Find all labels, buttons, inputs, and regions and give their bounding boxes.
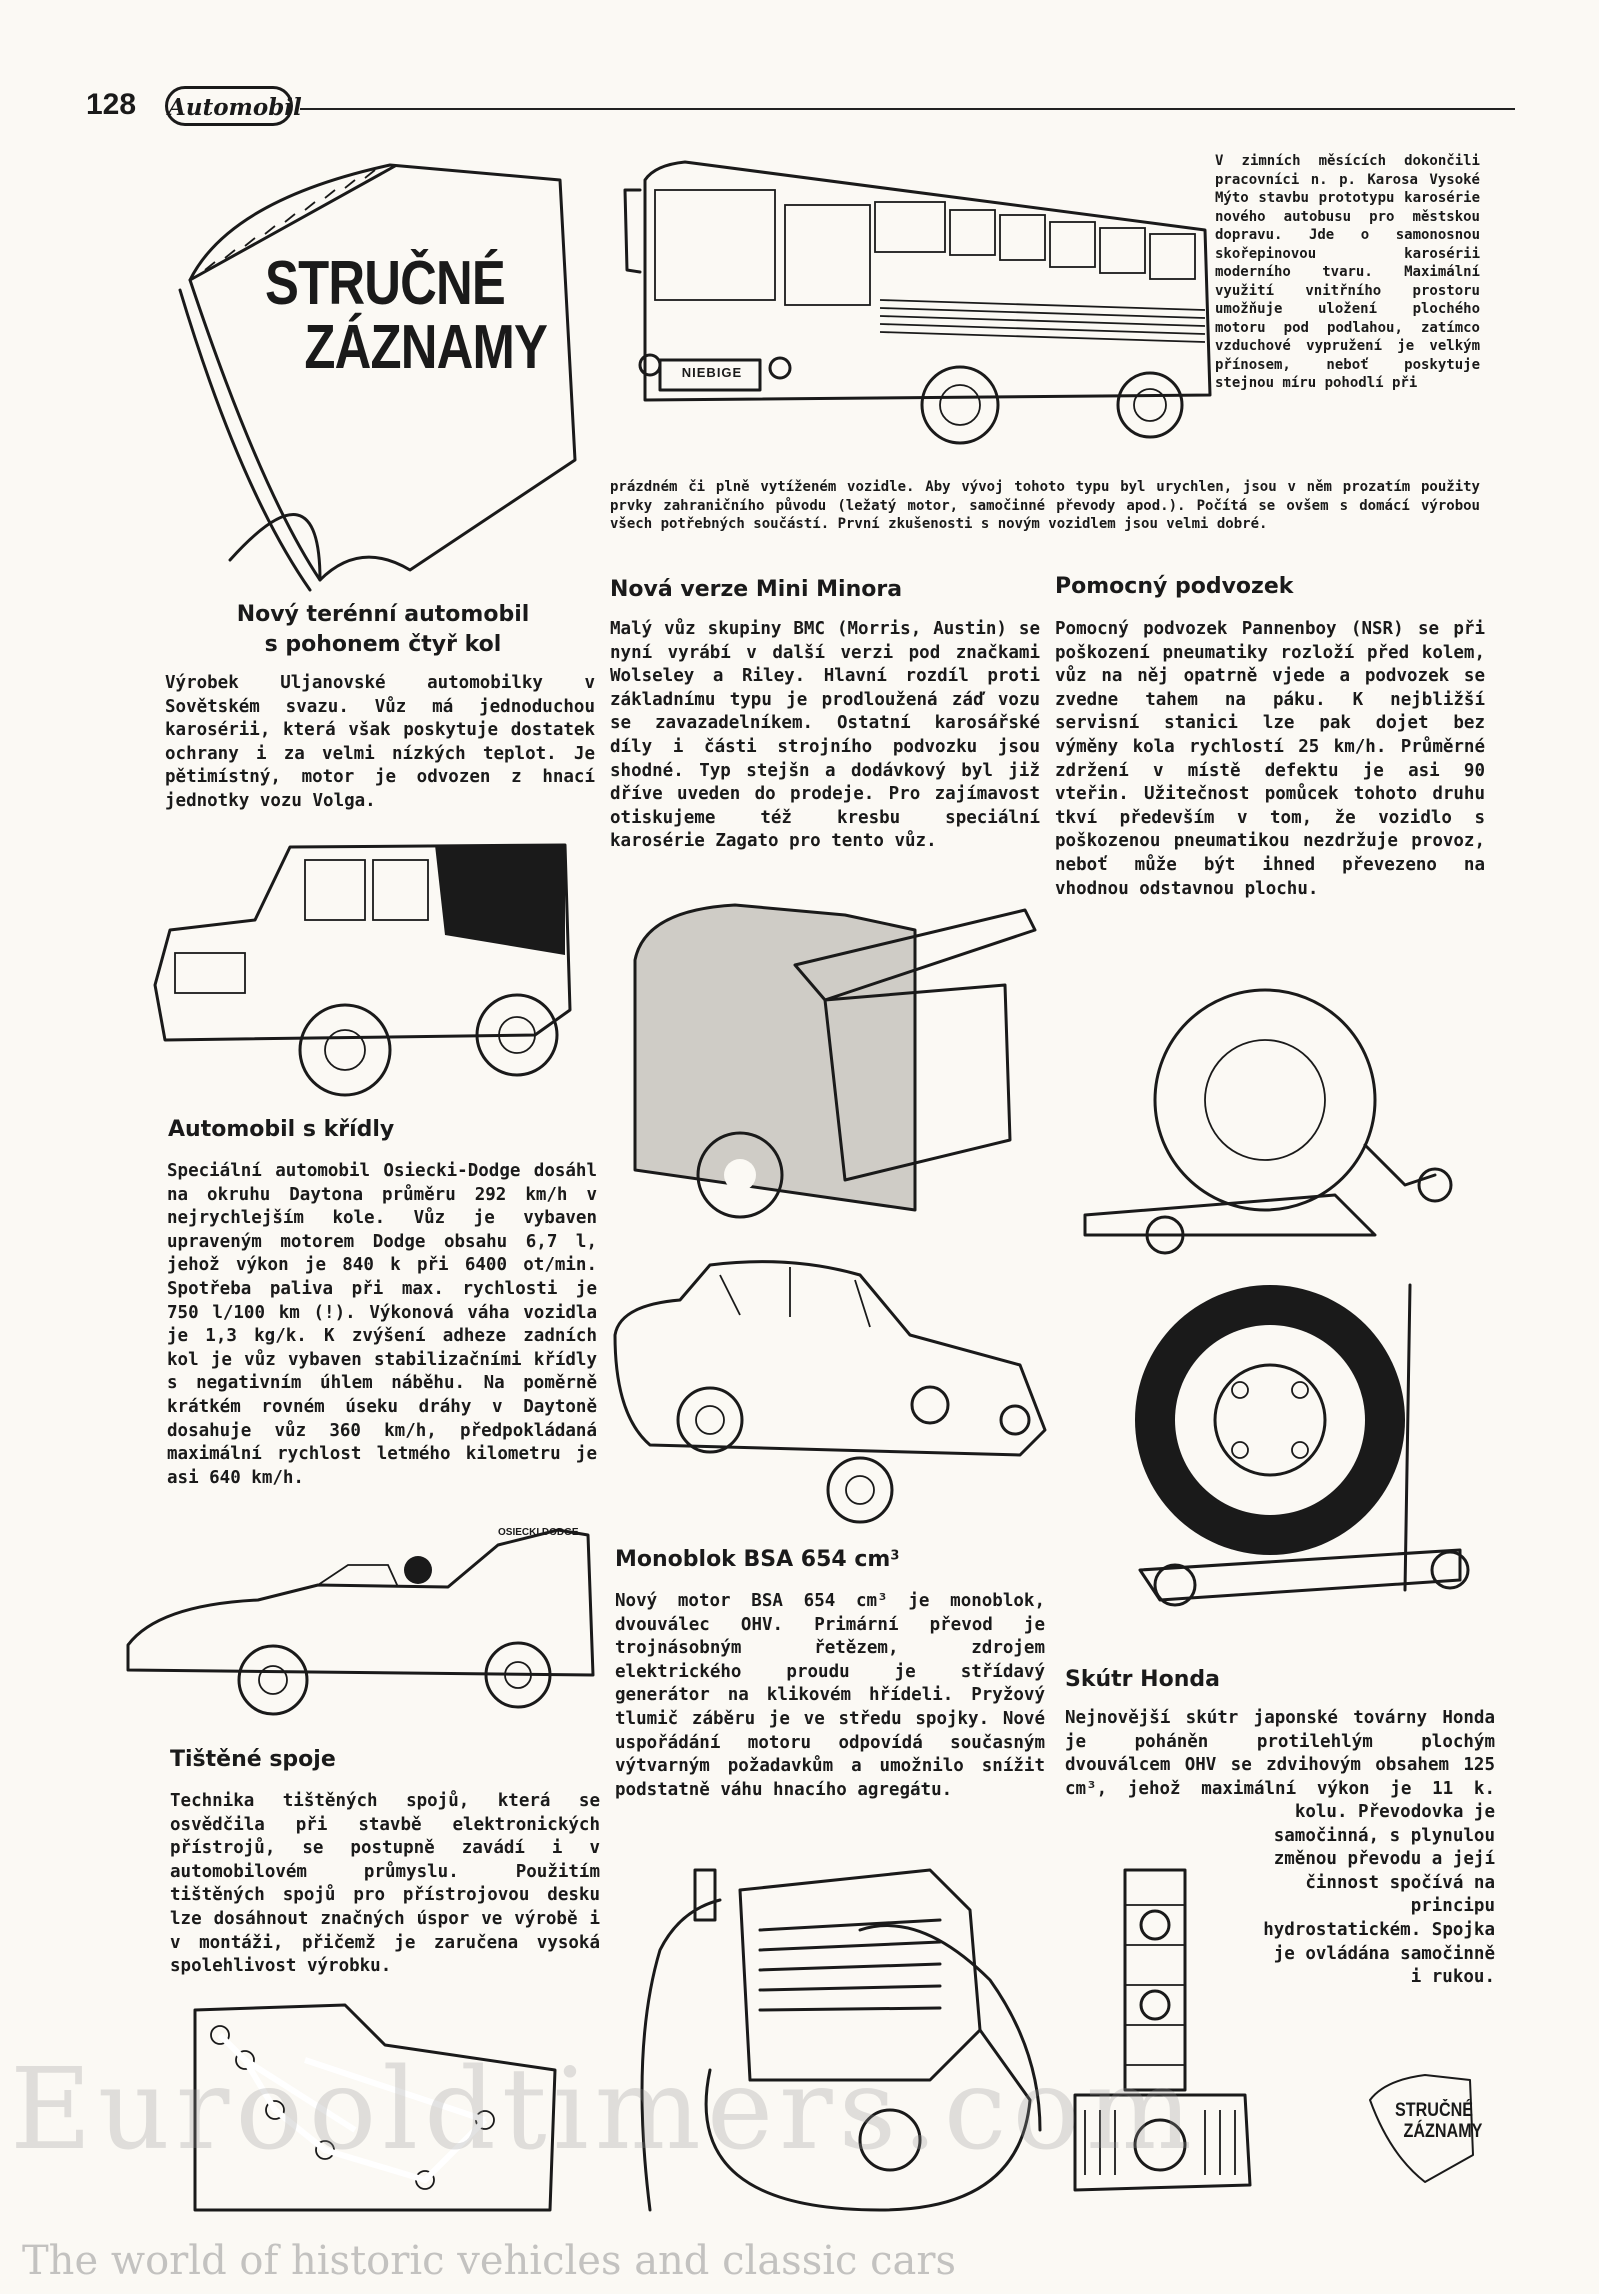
dolly-wheel-drawing: [1100, 1280, 1480, 1620]
footer-logo-line-1: STRUČNÉ: [1395, 2100, 1474, 2121]
mini-text: Malý vůz skupiny BMC (Morris, Austin) se nyní vyrábí v další verzi pod značkami Wolseley a Riley. Hlavní rozdíl proti základnímu typu je prodloužená záď vozu se zavazadelníkem. Ostatní karosářské díly i části strojního podvozku jsou shodné. Typ stejšn a dodávkový byl již dříve uveden do prodeje. Pro zajímavost otiskujeme též kresbu speciální karosérie Zagato pro tento vůz.: [610, 619, 1040, 852]
race-car-label: OSIECKI DODGE: [498, 1527, 579, 1538]
title-notepad-graphic: [170, 160, 590, 600]
bsa-title: Monoblok BSA 654 cm: [615, 1547, 891, 1572]
bsa-title-superscript: 3: [890, 1548, 900, 1564]
offroad-heading: [168, 600, 598, 660]
race-car-illustration: [118, 1525, 598, 1715]
honda-text: Nejnovější skútr japonské továrny Honda je poháněn protilehlým plochým dvouválcem OHV se zdvihovým obsahem 125 cm³, jehož maximální výkon je 11 k.: [1065, 1708, 1495, 1799]
magazine-logo: Automobil: [165, 86, 293, 126]
bsa-text: Nový motor BSA 654 cm³ je monoblok, dvouválec OHV. Primární převod je trojnásobným řetězem, zdrojem elektrického proudu je střídavý generátor na klikovém hřídeli. Pryžový tlumič záběru je ve středu spojky. Nové uspořádání motoru odpovídá současným výtvarným požadavkům a umožnilo snížit podstatně váhu hnacího agregátu.: [615, 1591, 1045, 1800]
offroad-car-illustration: [145, 835, 575, 1100]
wings-text: Speciální automobil Osiecki-Dodge dosáhl na okruhu Daytona průměru 292 km/h v nejrychlejším kole. Vůz je vybaven upraveným motorem Dodge obsahu 6,7 l, jehož výkon je 840 k při 6400 ot/min. Spotřeba paliva při max. rychlosti je 750 l/100 km (!). Výkonová váha vozidla je 1,3 kg/k. K zvýšení adheze zadních kol je vůz vybaven stabilizačními křídly s negativním úhlem náběhu. Na poměrně krátkém rovném úseku dráhy v Daytoně dosahuje vůz 360 km/h, předpokládaná maximální rychlost letmého kilometru je asi 640 km/h.: [167, 1161, 597, 1488]
honda-text-continued: kolu. Převodovka je samočinná, s plynulou změnou převodu a její činnost spočívá na principu hydrostatickém. Spojka je ovládána samočinně i rukou.: [1263, 1802, 1495, 1988]
offroad-title-line-2: s pohonem čtyř kol: [264, 632, 502, 657]
bsa-heading: [615, 1545, 899, 1575]
race-car-drawing: [118, 1525, 598, 1715]
footer-logo-line-2: ZÁZNAMY: [1403, 2121, 1483, 2142]
printed-text: Technika tištěných spojů, která se osvědčila při stavbě elektronických přístrojů, se postupně zavádí i v automobilovém průmyslu. Použitím tištěných spojů pro přístrojovou desku lze dosáhnout značných úspor ve výrobě i v montáži, přičemž je zaručena vysoká spolehlivost výrobku.: [170, 1791, 600, 1977]
bus-drawing: [615, 150, 1215, 480]
watermark-site: Eurooldtimers.com: [10, 2045, 1199, 2175]
bus-plate: NIEBIGE: [681, 365, 743, 380]
mini-title: Nová verze Mini Minora: [610, 577, 903, 602]
bus-caption-bottom: [610, 478, 1480, 552]
dolly-tyre-drawing: [1075, 985, 1475, 1260]
dolly-tyre-illustration: [1075, 985, 1475, 1260]
zagato-car-illustration: [610, 1255, 1050, 1525]
bus-caption-continued: prázdném či plně vytíženém vozidle. Aby vývoj tohoto typu byl urychlen, jsou v něm prozatím použity prvky zahraničního původu (ležatý motor, samočinné převody apod.). Počítá se ovšem s domácí výrobou všech potřebných součástí. První zkušenosti s novým vozidlem jsou velmi dobré.: [610, 479, 1480, 532]
mini-car-illustration: [615, 890, 1045, 1240]
header-rule: [300, 108, 1515, 110]
watermark-tagline: The world of historic vehicles and classic cars: [22, 2238, 957, 2284]
title-line-1: STRUČNÉ: [265, 249, 506, 318]
offroad-text: Výrobek Uljanovské automobilky v Sovětském svazu. Vůz má jednoduchou karosérii, která však poskytuje dostatek ochrany i za velmi nízkých teplot. Je pětimístný, motor je odvozen z hnací jednotky vozu Volga.: [165, 673, 595, 811]
page-number: 128: [86, 88, 137, 121]
bus-caption-column: [1215, 152, 1480, 470]
dolly-wheel-illustration: [1100, 1280, 1480, 1620]
honda-title: Skútr Honda: [1065, 1667, 1220, 1692]
offroad-title-line-1: Nový terénní automobil: [236, 602, 530, 627]
offroad-car-drawing: [145, 835, 575, 1100]
wings-title: Automobil s křídly: [168, 1117, 395, 1142]
dolly-text: Pomocný podvozek Pannenboy (NSR) se při poškození pneumatiky rozloží před kolem, vůz na něj opatrně vjede a podvozek se zvedne tahem na páku. K nejbližší servisní stanici lze pak dojet bez výměny kola rychlostí 25 km/h. Průměrné zdržení v místě defektu je asi 90 vteřin. Užitečnost pomůcek tohoto druhu tkví především v tom, že vozidlo s poškozenou pneumatikou nezdržuje provoz, neboť může být ihned převezeno na vhodnou odstavnou plochu.: [1055, 619, 1485, 899]
mini-car-drawing: [615, 890, 1045, 1240]
zagato-car-drawing: [610, 1255, 1050, 1525]
dolly-title: Pomocný podvozek: [1055, 574, 1294, 599]
bus-illustration: [615, 150, 1215, 480]
bus-caption-text: V zimních měsících dokončili pracovníci n. p. Karosa Vysoké Mýto stavbu prototypu karosérie nového autobusu pro městskou dopravu. Jde o samonosnou skořepinovou karosérii moderního tvaru. Maximální využití vnitřního prostoru umožňuje uložení plochého motoru pod podlahou, zatímco vzduchové vypružení je velkým přínosem, neboť poskytuje stejnou míru pohodlí při: [1215, 153, 1480, 391]
printed-title: Tištěné spoje: [170, 1747, 336, 1772]
footer-notepad-logo: [1365, 2070, 1483, 2185]
title-line-2: ZÁZNAMY: [304, 313, 548, 382]
